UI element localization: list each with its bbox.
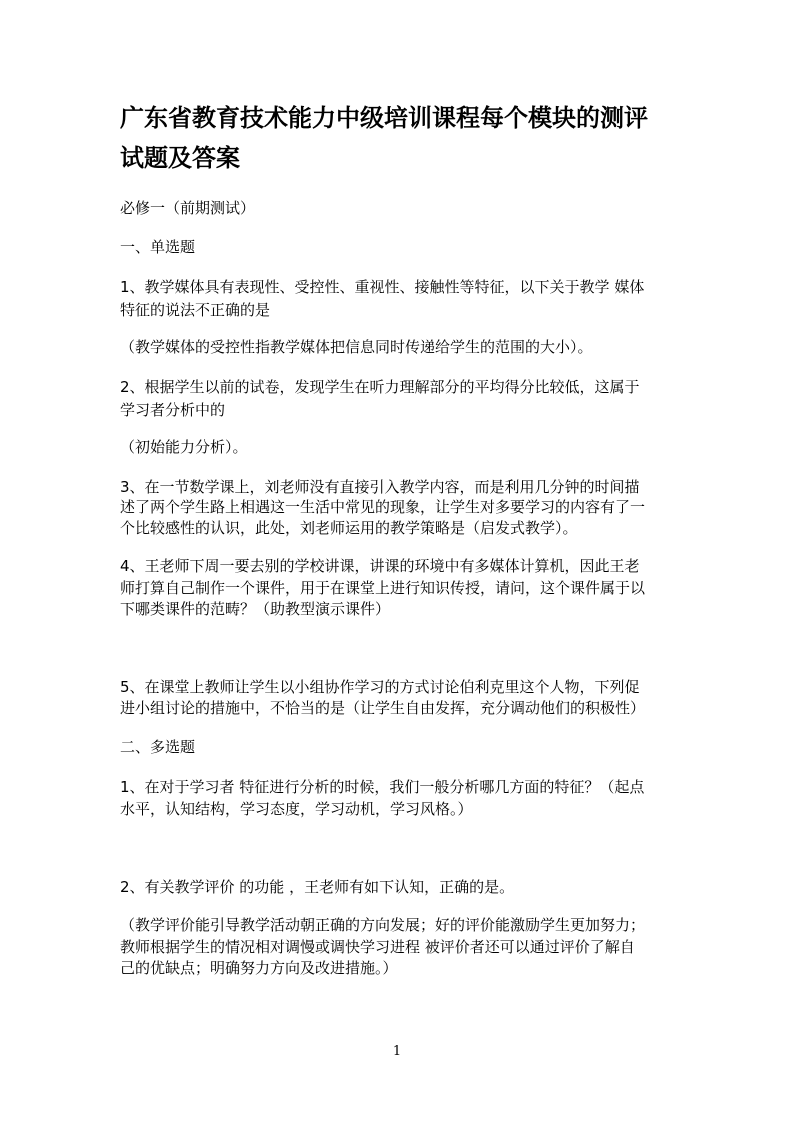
page-number: 1 xyxy=(392,1044,402,1059)
multi-choice-heading: 二、多选题 xyxy=(120,738,196,756)
question-3-line1: 3、在一节数学课上，刘老师没有直接引入教学内容，而是利用几分钟的时间描 xyxy=(120,478,640,496)
question-1-line2: 特征的说法不正确的是 xyxy=(120,301,271,319)
question-5-line1: 5、在课堂上教师让学生以小组协作学习的方式讨论伯利克里这个人物，下列促 xyxy=(120,678,640,696)
question-3-line2: 述了两个学生路上相遇这一生活中常见的现象，让学生对多要学习的内容有了一 xyxy=(120,498,646,516)
document-title-line1: 广东省教育技术能力中级培训课程每个模块的测评 xyxy=(120,103,648,132)
question-4-line3: 下哪类课件的范畴？（助教型演示课件） xyxy=(120,600,391,618)
document-title-line2: 试题及答案 xyxy=(120,143,240,172)
single-choice-heading: 一、单选题 xyxy=(120,238,196,256)
multi-question-2-answer-line2: 教师根据学生的情况相对调慢或调快学习进程 被评价者还可以通过评价了解自 xyxy=(120,938,635,956)
multi-question-2-answer-line1: （教学评价能引导教学活动朝正确的方向发展；好的评价能激励学生更加努力； xyxy=(120,916,646,934)
section-label: 必修一（前期测试） xyxy=(120,199,256,217)
question-2-line1: 2、根据学生以前的试卷，发现学生在听力理解部分的平均得分比较低，这属于 xyxy=(120,378,640,396)
question-3-line3: 个比较感性的认识，此处，刘老师运用的教学策略是（启发式教学）。 xyxy=(120,519,578,537)
question-2-answer: （初始能力分析）。 xyxy=(120,438,248,456)
question-2-line2: 学习者分析中的 xyxy=(120,401,226,419)
question-5-line2: 进小组讨论的措施中，不恰当的是（让学生自由发挥，充分调动他们的积极性） xyxy=(120,699,646,717)
multi-question-2-answer-line3: 己的优缺点；明确努力方向及改进措施。） xyxy=(120,959,398,977)
multi-question-2-line1: 2、有关教学评价 的功能 ，王老师有如下认知，正确的是。 xyxy=(120,878,515,896)
question-1-answer: （教学媒体的受控性指教学媒体把信息同时传递给学生的范围的大小）。 xyxy=(120,338,593,356)
multi-question-1-line2: 水平，认知结构，学习态度，学习动机，学习风格。） xyxy=(120,800,473,818)
question-1-line1: 1、教学媒体具有表现性、受控性、重视性、接触性等特征，以下关于教学 媒体 xyxy=(120,278,645,296)
question-4-line1: 4、王老师下周一要去别的学校讲课，讲课的环境中有多媒体计算机，因此王老 xyxy=(120,557,640,575)
question-4-line2: 师打算自己制作一个课件，用于在课堂上进行知识传授，请问，这个课件属于以 xyxy=(120,579,646,597)
multi-question-1-line1: 1、在对于学习者 特征进行分析的时候，我们一般分析哪几方面的特征？（起点 xyxy=(120,778,645,796)
